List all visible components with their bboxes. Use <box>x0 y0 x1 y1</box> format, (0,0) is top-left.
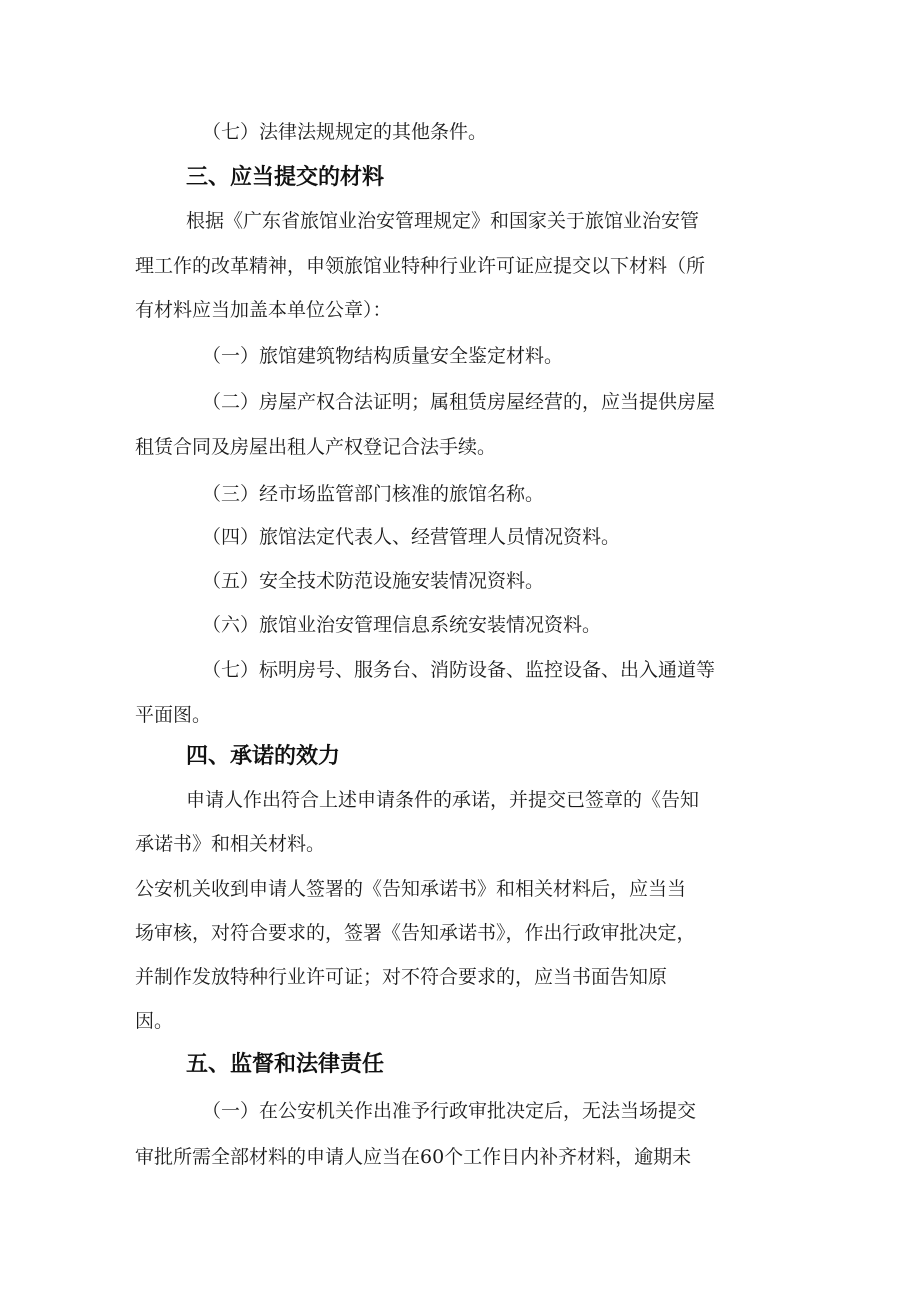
section-3-item-7-line-1: （七）标明房号、服务台、消防设备、监控设备、出入通道等 <box>202 659 716 681</box>
section-5-item-1-line-2: 审批所需全部材料的申请人应当在60个工作日内补齐材料，逾期未 <box>135 1146 692 1168</box>
section-4-paragraph-1-line-2: 承诺书》和相关材料。 <box>135 833 326 855</box>
section-4-paragraph-2-line-1: 公安机关收到申请人签署的《告知承诺书》和相关材料后，应当当 <box>135 878 687 900</box>
section-4-heading: 四、承诺的效力 <box>186 744 341 769</box>
section-3-item-2-line-2: 租赁合同及房屋出租人产权登记合法手续。 <box>135 436 497 458</box>
section-3-item-3: （三）经市场监管部门核准的旅馆名称。 <box>202 483 545 505</box>
section-3-item-1: （一）旅馆建筑物结构质量安全鉴定材料。 <box>202 345 564 367</box>
section-5-item-1-line-1: （一）在公安机关作出准予行政审批决定后，无法当场提交 <box>202 1100 697 1122</box>
section-3-item-2-line-1: （二）房屋产权合法证明；属租赁房屋经营的，应当提供房屋 <box>202 391 716 413</box>
section-3-paragraph-line-2: 理工作的改革精神，申领旅馆业特种行业许可证应提交以下材料（所 <box>135 255 706 277</box>
section-3-item-5: （五）安全技术防范设施安装情况资料。 <box>202 570 545 592</box>
intro-item-7: （七）法律法规规定的其他条件。 <box>202 121 488 143</box>
section-4-paragraph-2-line-3: 并制作发放特种行业许可证；对不符合要求的，应当书面告知原 <box>135 966 668 988</box>
section-4-paragraph-2-line-4: 因。 <box>135 1010 174 1032</box>
section-3-item-6: （六）旅馆业治安管理信息系统安装情况资料。 <box>202 614 602 636</box>
section-3-item-7-line-2: 平面图。 <box>135 704 212 726</box>
section-3-paragraph-line-3: 有材料应当加盖本单位公章）： <box>135 299 392 321</box>
section-3-heading: 三、应当提交的材料 <box>186 165 385 190</box>
section-3-item-4: （四）旅馆法定代表人、经营管理人员情况资料。 <box>202 526 621 548</box>
section-3-paragraph-line-1: 根据《广东省旅馆业治安管理规定》和国家关于旅馆业治安管 <box>186 210 700 232</box>
section-5-heading: 五、监督和法律责任 <box>186 1052 385 1077</box>
section-4-paragraph-1-line-1: 申请人作出符合上述申请条件的承诺，并提交已签章的《告知 <box>186 789 700 811</box>
section-4-paragraph-2-line-2: 场审核，对符合要求的，签署《告知承诺书》，作出行政审批决定， <box>135 922 696 944</box>
